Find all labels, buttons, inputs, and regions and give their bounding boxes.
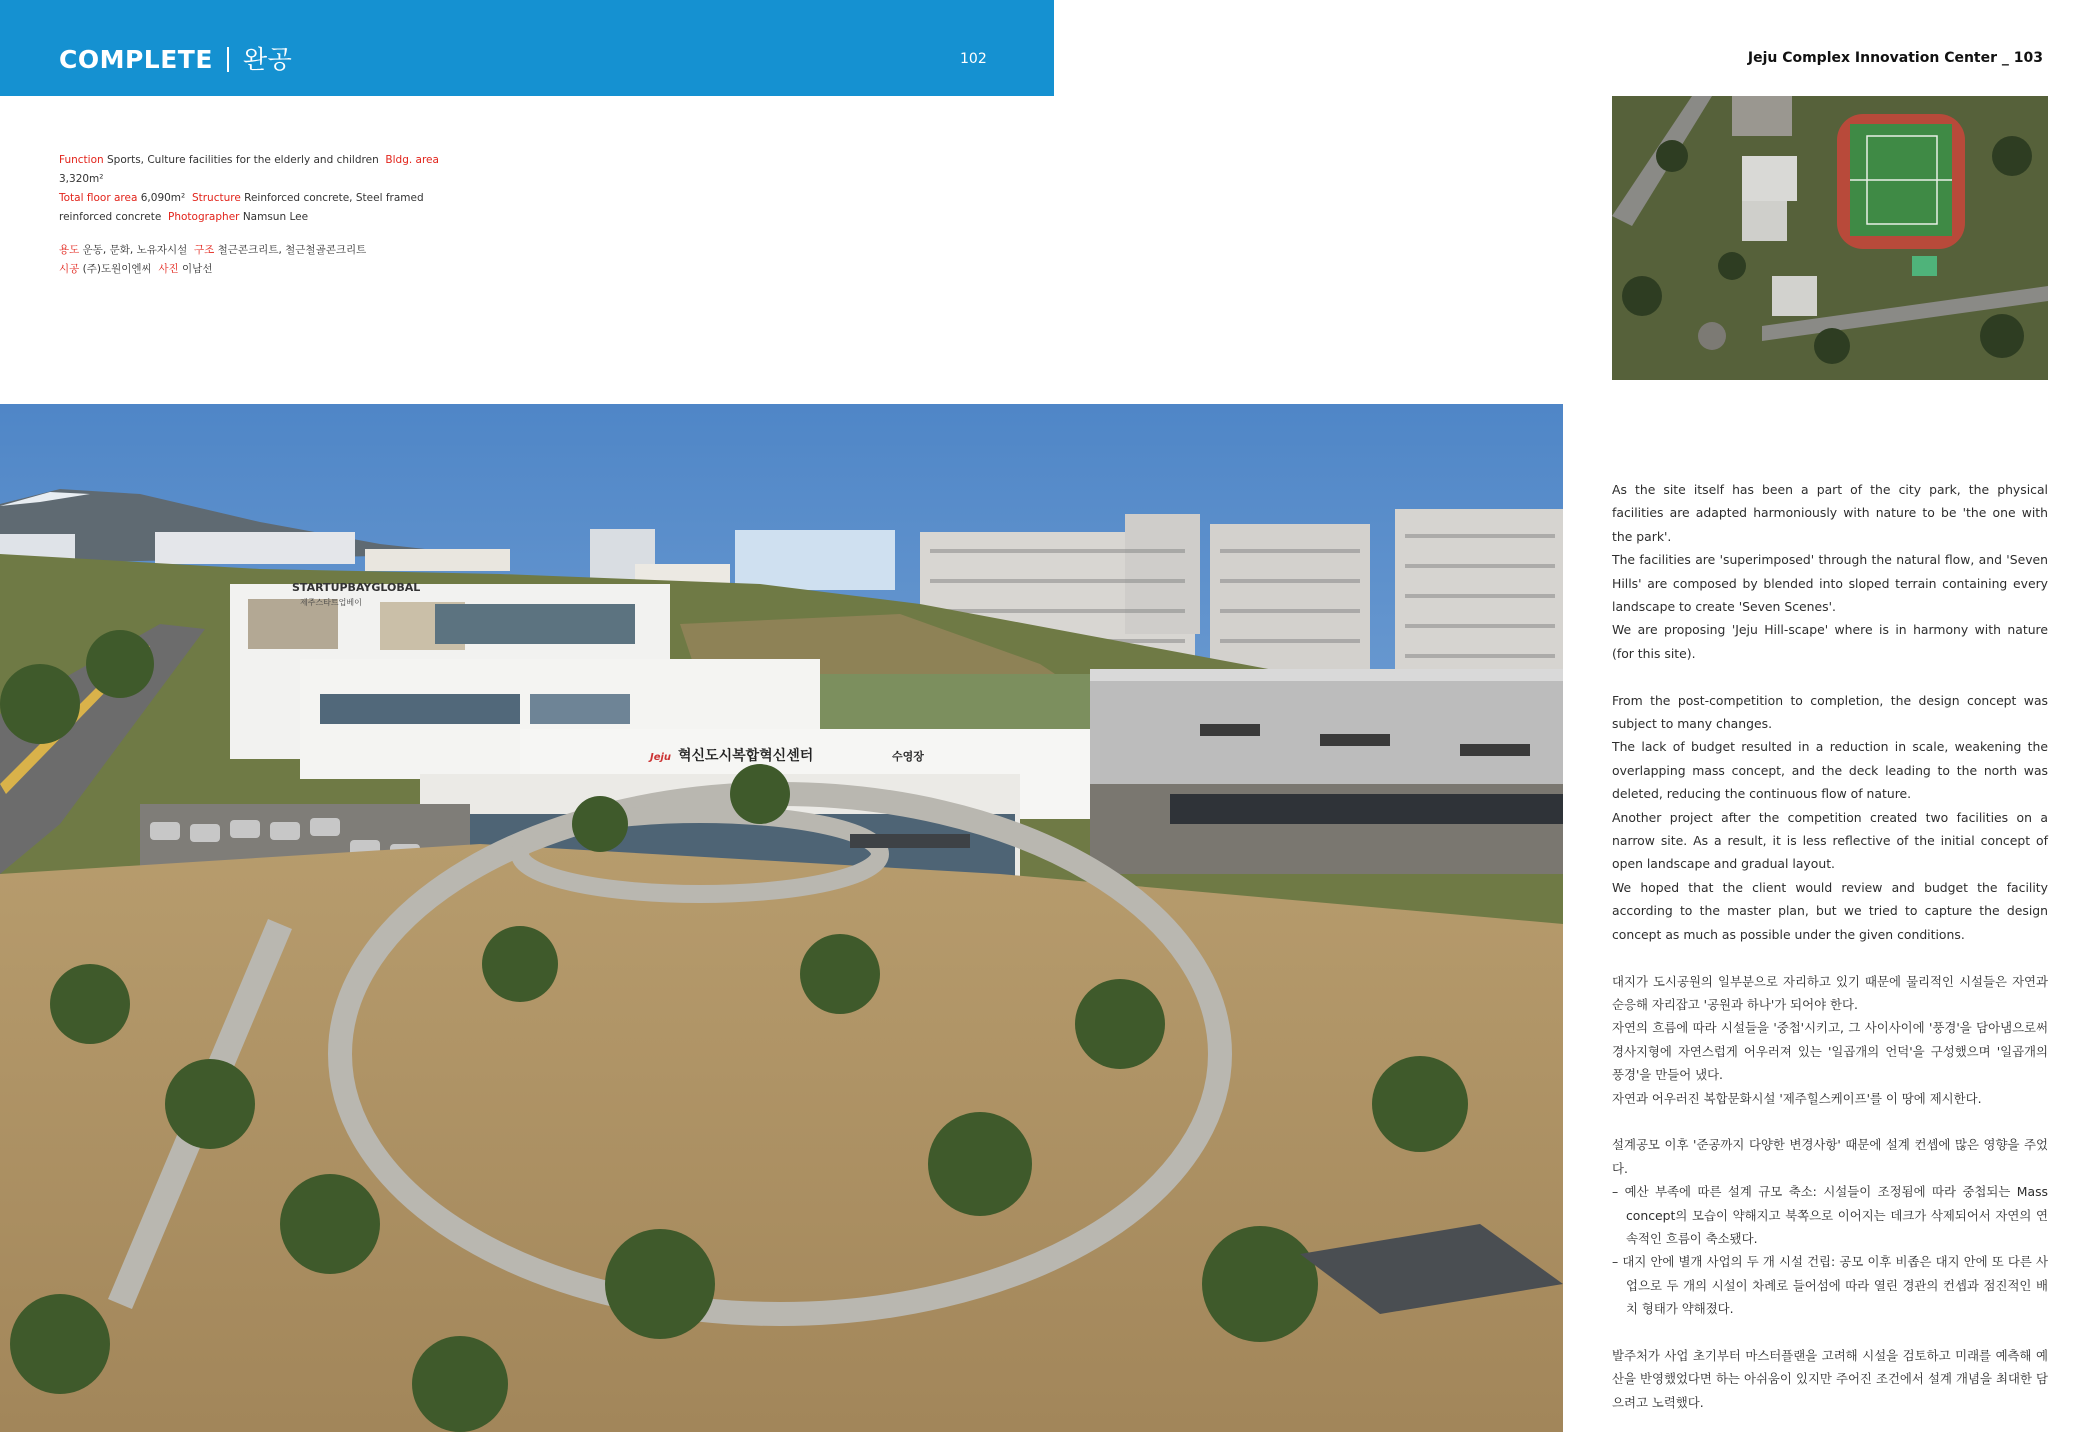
structure-label: Structure [191, 192, 241, 204]
paragraph-gap [1612, 946, 2048, 969]
body-text [1612, 478, 2048, 1414]
bldg-area-label: Bldg. area [385, 154, 439, 166]
sign-startupbay-ko: 제주스타트업베이 [300, 598, 362, 607]
sign-startupbay: STARTUPBAYGLOBAL [292, 581, 421, 594]
title-divider [227, 47, 229, 72]
body-ko-paragraph: 설계공모 이후 '준공까지 다양한 변경사항' 때문에 설계 컨셉에 많은 영향을 주었다. [1612, 1137, 2048, 1176]
total-floor-area-label: Total floor area [59, 192, 138, 204]
project-info-ko [59, 241, 459, 279]
section-title-ko: 완공 [242, 45, 293, 74]
body-en-paragraph: The facilities are 'superimposed' through the natural flow, and 'Seven Hills' are composed by blended into sloped terrain containing every landscape to create 'Seven Scenes'. [1612, 552, 2048, 615]
use-value-ko: 운동, 문화, 노유자시설 [82, 244, 188, 256]
sign-pool: 수영장 [892, 750, 924, 763]
paragraph-gap [1612, 665, 2048, 688]
body-ko-list-item: – 대지 안에 별개 사업의 두 개 시설 건립: 공모 이후 비좁은 대지 안에 또 다른 사업으로 두 개의 시설이 차례로 들어섬에 따라 열린 경관의 컨셉과 점진적인 배치 형태가 약해졌다. [1612, 1254, 2048, 1317]
photo-value-ko: 이남선 [182, 263, 213, 275]
body-en-paragraph: As the site itself has been a part of the city park, the physical facilities are adapted harmoniously with nature to be 'the one with the park'. [1612, 482, 2048, 544]
builder-label-ko: 시공 [59, 263, 80, 275]
page-number-left: 102 [960, 51, 987, 67]
sign-innovation-center: 혁신도시복합혁신센터 [678, 748, 814, 764]
function-label: Function [59, 154, 104, 166]
structure-value-ko: 철근콘크리트, 철근철골콘크리트 [217, 244, 367, 256]
bldg-area-value: 3,320m² [59, 173, 104, 185]
paragraph-gap [1612, 1321, 2048, 1344]
photographer-label: Photographer [168, 211, 240, 223]
body-en-paragraph: We are proposing 'Jeju Hill-scape' where is in harmony with nature (for this site). [1612, 622, 2048, 661]
body-ko-paragraph: 발주처가 사업 초기부터 마스터플랜을 고려해 시설을 검토하고 미래를 예측해 예산을 반영했었다면 하는 아쉬움이 있지만 주어진 조건에서 설계 개념을 최대한 담으려고 노력했다. [1612, 1347, 2048, 1410]
body-en-paragraph: The lack of budget resulted in a reduction in scale, weakening the overlapping mass concept, and the deck leading to the north was deleted, reducing the continuous flow of nature. [1612, 739, 2048, 802]
function-value: Sports, Culture facilities for the elderly and children [107, 154, 379, 166]
use-label-ko: 용도 [59, 244, 80, 256]
body-ko-paragraph: 대지가 도시공원의 일부분으로 자리하고 있기 때문에 물리적인 시설들은 자연과 순응해 자리잡고 '공원과 하나'가 되어야 한다. [1612, 973, 2048, 1012]
page-header-right: Jeju Complex Innovation Center _ 103 [1747, 50, 2043, 66]
photo-label-ko: 사진 [158, 263, 179, 275]
structure-label-ko: 구조 [193, 244, 215, 256]
total-floor-area-value: 6,090m² [140, 192, 186, 204]
section-title-en: COMPLETE [59, 45, 213, 74]
main-building-photo [0, 404, 1563, 1432]
body-ko-paragraph: 자연과 어우러진 복합문화시설 '제주힐스케이프'를 이 땅에 제시한다. [1612, 1090, 1982, 1106]
section-title [59, 40, 292, 76]
body-ko-list-item: – 예산 부족에 따른 설계 규모 축소: 시설들이 조정됨에 따라 중첩되는 Mass concept의 모습이 약해지고 북쪽으로 이어지는 데크가 삭제되어서 자연의 연속적인 흐름이 축소됐다. [1612, 1184, 2048, 1246]
sign-jeju-logo: Jeju [650, 752, 672, 763]
body-en-paragraph: From the post-competition to completion, the design concept was subject to many changes. [1612, 692, 2048, 732]
project-info [59, 151, 459, 279]
body-ko-paragraph: 자연의 흐름에 따라 시설들을 '중첩'시키고, 그 사이사이에 '풍경'을 담아냄으로써 경사지형에 자연스럽게 어우러져 있는 '일곱개의 언덕'을 구성했으며 '일곱개의 풍경'을 만들어 냈다. [1612, 1020, 2048, 1083]
photographer-value: Namsun Lee [242, 211, 309, 223]
builder-value-ko: (주)도원이엔씨 [82, 263, 152, 275]
aerial-site-photo [1612, 96, 2048, 380]
project-info-en [59, 151, 459, 227]
body-en-paragraph: We hoped that the client would review and budget the facility according to the master plan, but we tried to capture the design concept as much as possible under the given conditions. [1612, 879, 2048, 942]
body-en-paragraph: Another project after the competition created two facilities on a narrow site. As a result, it is less reflective of the initial concept of open landscape and gradual layout. [1612, 809, 2048, 872]
structure-value: Reinforced concrete, Steel framed reinforced concrete [59, 192, 424, 223]
paragraph-gap [1612, 1110, 2048, 1133]
